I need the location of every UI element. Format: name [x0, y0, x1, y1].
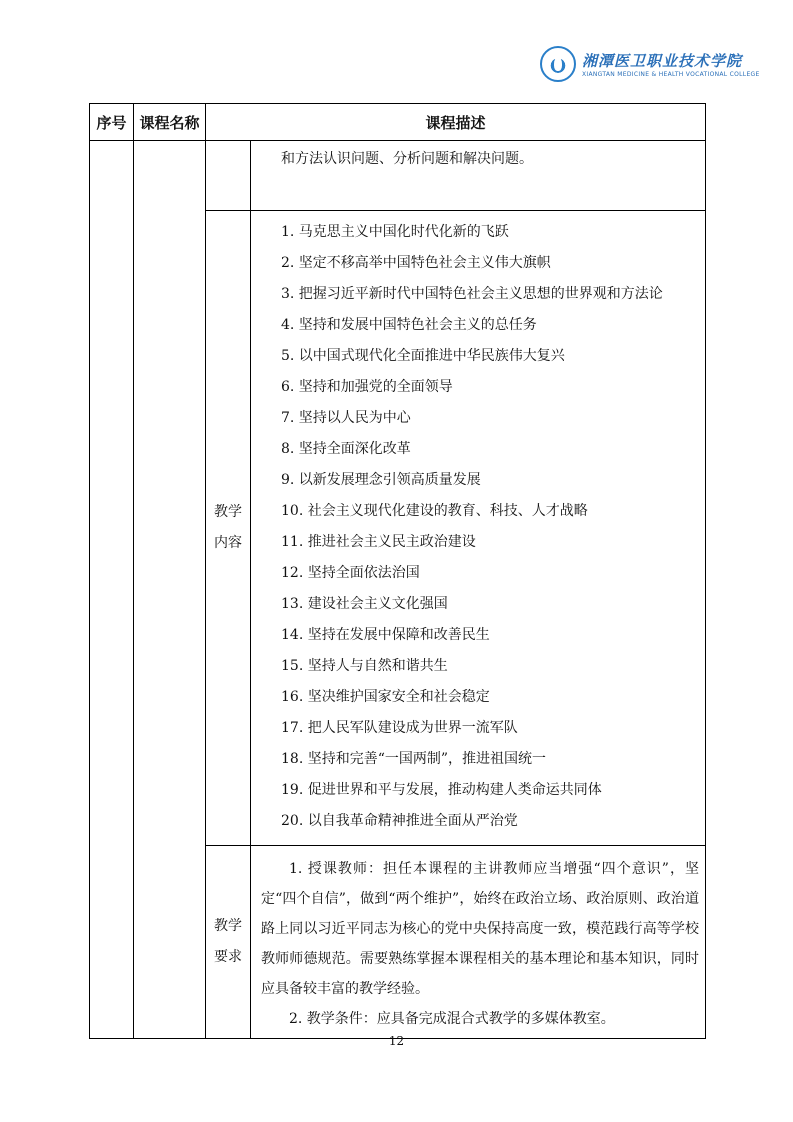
list-item: 3. 把握习近平新时代中国特色社会主义思想的世界观和方法论: [281, 286, 663, 302]
index-cell: [90, 141, 134, 1039]
page-number: 12: [388, 1034, 405, 1048]
content-list: [251, 211, 706, 846]
list-item: 14. 坚持在发展中保障和改善民生: [281, 627, 490, 643]
list-item: 11. 推进社会主义民主政治建设: [281, 534, 476, 550]
col-header-index: 序号: [90, 104, 134, 141]
content-label-line: 内容: [214, 535, 242, 551]
col-header-course-description: 课程描述: [206, 104, 706, 141]
col-header-course-name: 课程名称: [134, 104, 206, 141]
intro-continuation: 和方法认识问题、分析问题和解决问题。: [251, 141, 706, 211]
requirements-label: [206, 846, 251, 1039]
list-item: 5. 以中国式现代化全面推进中华民族伟大复兴: [281, 348, 565, 364]
list-item: 9. 以新发展理念引领高质量发展: [281, 472, 481, 488]
college-logo: [540, 44, 760, 84]
content-label: [206, 211, 251, 846]
requirement-paragraph: 1. 授课教师：担任本课程的主讲教师应当增强“四个意识”，坚定“四个自信”，做到“两个维护”，始终在政治立场、政治原则、政治道路上同以习近平同志为核心的党中央保持高度一致，模范践行高等学校教师师德规范。需要熟练掌握本课程相关的基本理论和基本知识，同时应具备较丰富的教学经验。: [261, 861, 700, 997]
list-item: 13. 建设社会主义文化强国: [281, 596, 448, 612]
logo-chinese-name: 湘潭医卫职业技术学院: [582, 52, 743, 70]
requirements-label-line: 教学: [214, 918, 242, 934]
list-item: 10. 社会主义现代化建设的教育、科技、人才战略: [281, 503, 588, 519]
logo-english-name: XIANGTAN MEDICINE & HEALTH VOCATIONAL COLLEGE: [582, 71, 760, 78]
list-item: 4. 坚持和发展中国特色社会主义的总任务: [281, 317, 537, 333]
course-name-cell: [134, 141, 206, 1039]
list-item: 19. 促进世界和平与发展，推动构建人类命运共同体: [281, 782, 602, 798]
table-header-row: [90, 104, 706, 141]
list-item: 18. 坚持和完善“一国两制”，推进祖国统一: [281, 751, 547, 767]
course-table: [89, 103, 706, 1039]
content-label-line: 教学: [214, 504, 242, 520]
table-row-intro: [90, 141, 706, 211]
requirements-text: [251, 846, 706, 1039]
list-item: 7. 坚持以人民为中心: [281, 410, 411, 426]
requirement-paragraph: 2. 教学条件：应具备完成混合式教学的多媒体教室。: [289, 1011, 615, 1027]
list-item: 6. 坚持和加强党的全面领导: [281, 379, 453, 395]
intro-label-cell: [206, 141, 251, 211]
college-emblem-icon: [540, 46, 576, 82]
logo-text: [582, 50, 760, 78]
list-item: 16. 坚决维护国家安全和社会稳定: [281, 689, 490, 705]
list-item: 15. 坚持人与自然和谐共生: [281, 658, 448, 674]
list-item: 12. 坚持全面依法治国: [281, 565, 420, 581]
list-item: 1. 马克思主义中国化时代化新的飞跃: [281, 224, 509, 240]
list-item: 2. 坚定不移高举中国特色社会主义伟大旗帜: [281, 255, 551, 271]
requirements-label-line: 要求: [214, 949, 242, 965]
list-item: 17. 把人民军队建设成为世界一流军队: [281, 720, 518, 736]
list-item: 20. 以自我革命精神推进全面从严治党: [281, 813, 518, 829]
list-item: 8. 坚持全面深化改革: [281, 441, 411, 457]
